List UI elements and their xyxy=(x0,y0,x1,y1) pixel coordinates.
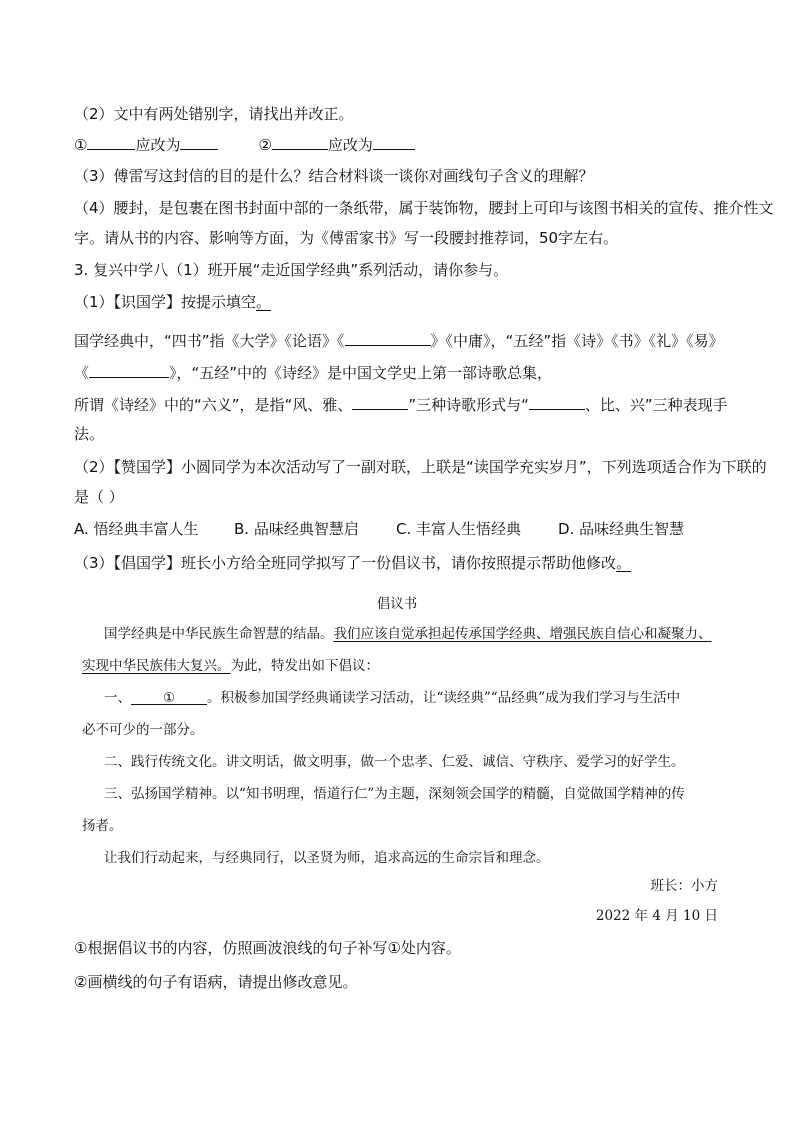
part3-title-text: （3）【倡国学】班长小方给全班同学拟写了一份倡议书，请你按照提示帮助他修改 xyxy=(74,554,617,572)
q3-part3-title xyxy=(74,553,631,573)
q3-part2-line2: 是（ ） xyxy=(74,488,124,506)
q3-part2-line1: （2）【赞国学】小圆同学为本次活动写了一副对联，上联是“读国学充实岁月”，下列选项适合作为下联的 xyxy=(74,458,767,476)
blank-2a[interactable] xyxy=(272,134,328,150)
option-c[interactable]: C. 丰富人生悟经典 xyxy=(396,520,522,538)
letter-item1-line2: 必不可少的一部分。 xyxy=(82,722,204,738)
item1-blank-marker: ① xyxy=(162,690,176,706)
letter-item3-line2: 扬者。 xyxy=(82,818,123,834)
para1-underlined-2: 实现中华民族伟大复兴。 xyxy=(82,658,231,674)
letter-date: 2022 年 4 月 10 日 xyxy=(595,908,718,924)
q2-2-prompt: （2）文中有两处错别字，请找出并改正。 xyxy=(74,105,354,123)
part3-title-dot: 。 xyxy=(616,554,632,572)
yinggaiwei-1: 应改为 xyxy=(135,136,181,154)
blank-fu[interactable] xyxy=(529,394,585,410)
para1-underlined-1: 我们应该自觉承担起传承国学经典、增强民族自信心和凝聚力、 xyxy=(333,626,712,642)
q2-4-line1: （4）腰封，是包裹在图书封面中部的一条纸带，属于装饰物，腰封上可印与该图书相关的宣传、推介性文 xyxy=(74,199,774,217)
part1-title-text: （1）【识国学】按提示填空 xyxy=(74,293,257,311)
letter-para1-line1 xyxy=(82,624,712,644)
blank-sishu[interactable] xyxy=(345,330,431,346)
option-a[interactable]: A. 悟经典丰富人生 xyxy=(74,520,199,538)
task-2: ②画横线的句子有语病，请提出修改意见。 xyxy=(74,973,358,991)
blank-wujing[interactable] xyxy=(89,362,169,378)
answer-1-marker: ① xyxy=(74,136,88,154)
q3-part1-line3 xyxy=(74,394,728,415)
q3-part1-line4: 法。 xyxy=(74,425,105,443)
letter-para1-line2 xyxy=(82,656,379,676)
part1-l2-a: 《 xyxy=(74,364,90,382)
item2-text: 二、践行传统文化。讲文明话，做文明事，做一个忠孝、仁爱、诚信、守秩序、爱学习的好学生。 xyxy=(104,754,685,770)
closing-text: 让我们行动起来，与经典同行，以圣贤为师，追求高远的生命宗旨和理念。 xyxy=(104,850,550,866)
item1-post: 。积极参加国学经典诵读学习活动，让“读经典”“品经典”成为我们学习与生活中 xyxy=(207,690,681,706)
blank-1b[interactable] xyxy=(180,134,218,150)
q3-intro: 3. 复兴中学八（1）班开展“走近国学经典”系列活动，请你参与。 xyxy=(74,261,509,279)
blank-song[interactable] xyxy=(352,394,408,410)
letter-item3-line1 xyxy=(82,784,685,804)
letter-item1-line1 xyxy=(82,688,680,708)
q3-part2-options xyxy=(74,519,714,539)
letter-item2 xyxy=(82,752,685,772)
yinggaiwei-2: 应改为 xyxy=(327,136,373,154)
q2-3-prompt: （3）傅雷写这封信的目的是什么？结合材料谈一谈你对画线句子含义的理解？ xyxy=(74,167,594,185)
q3-part1-line1 xyxy=(74,330,724,351)
part1-l1-a: 国学经典中，“四书”指《大学》《论语》《 xyxy=(74,332,345,350)
para1-d: 为此，特发出如下倡议： xyxy=(230,658,379,674)
letter-title: 倡议书 xyxy=(376,596,418,612)
part1-l1-b: 》《中庸》，“五经”指《诗》《书》《礼》《易》 xyxy=(430,332,724,350)
task-1: ①根据倡议书的内容，仿照画波浪线的句子补写①处内容。 xyxy=(74,939,461,957)
blank-2b[interactable] xyxy=(373,134,415,150)
letter-closing xyxy=(82,848,550,868)
blank-item1[interactable] xyxy=(131,688,207,705)
q3-part1-line2 xyxy=(74,362,552,383)
item1-prefix: 一、 xyxy=(104,690,131,706)
q2-4-line2: 字。请从书的内容、影响等方面，为《傅雷家书》写一段腰封推荐词，50字左右。 xyxy=(74,229,619,247)
para1-a: 国学经典是中华民族生命智慧的结晶。 xyxy=(104,626,334,642)
q2-2-answer-line xyxy=(74,134,415,155)
letter-signature: 班长：小方 xyxy=(650,878,718,894)
part1-l3-c: 、比、兴”三种表现手 xyxy=(584,396,728,414)
item3-text: 三、弘扬国学精神。以“知书明理，悟道行仁”为主题，深刻领会国学的精髓，自觉做国学精神的传 xyxy=(104,786,685,802)
part1-l3-b: ”三种诗歌形式与“ xyxy=(408,396,529,414)
part1-l3-a: 所谓《诗经》中的“六义”，是指“风、雅、 xyxy=(74,396,353,414)
q3-part1-title xyxy=(74,292,271,312)
blank-1a[interactable] xyxy=(87,134,135,150)
option-b[interactable]: B. 品味经典智慧启 xyxy=(234,520,359,538)
part1-title-dot: 。 xyxy=(256,293,272,311)
answer-2-marker: ② xyxy=(258,136,272,154)
part1-l2-b: 》，“五经”中的《诗经》是中国文学史上第一部诗歌总集， xyxy=(169,364,553,382)
option-d[interactable]: D. 品味经典生智慧 xyxy=(558,520,685,538)
